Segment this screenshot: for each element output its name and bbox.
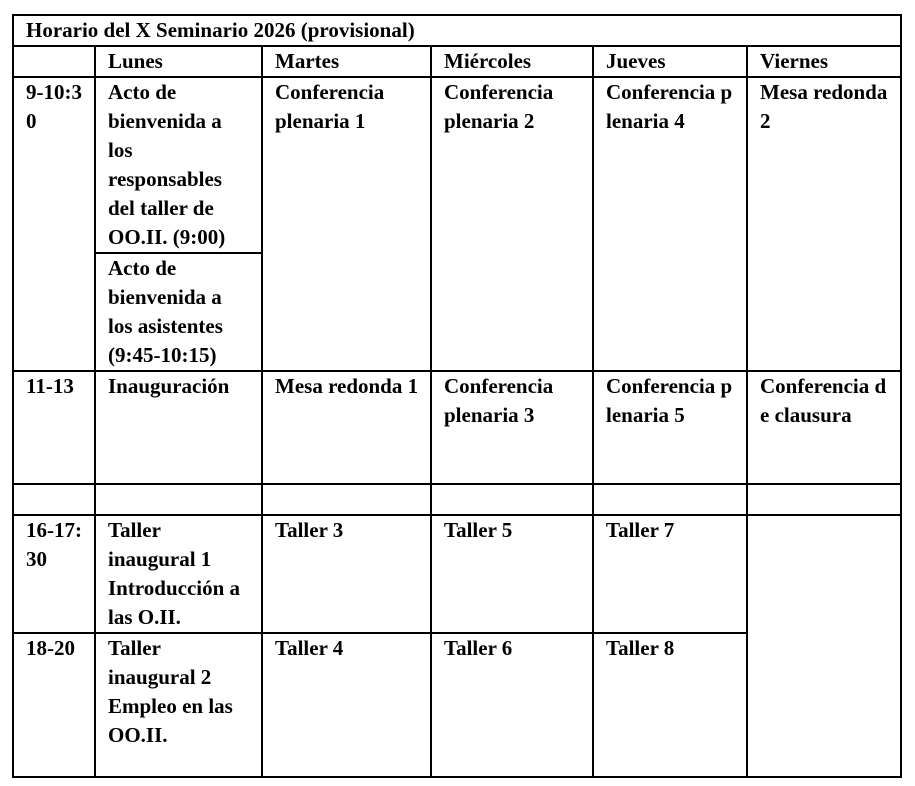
cell-miercoles-afternoon2: Taller 6	[431, 633, 593, 777]
schedule-row-break	[13, 484, 901, 515]
break-cell	[95, 484, 262, 515]
cell-lunes-morning1-b: Acto de bienvenida a los asistentes (9:45-10:15)	[95, 253, 262, 371]
time-slot-morning2: 11-13	[13, 371, 95, 484]
cell-jueves-morning2: Conferencia plenaria 5	[593, 371, 747, 484]
title-row	[13, 15, 901, 46]
break-cell	[747, 484, 901, 515]
schedule-row-afternoon1	[13, 515, 901, 633]
cell-martes-morning1: Conferencia plenaria 1	[262, 77, 431, 371]
cell-lunes-afternoon1: Taller inaugural 1 Introducción a las O.II.	[95, 515, 262, 633]
cell-jueves-morning1: Conferencia plenaria 4	[593, 77, 747, 371]
cell-miercoles-afternoon1: Taller 5	[431, 515, 593, 633]
cell-miercoles-morning1: Conferencia plenaria 2	[431, 77, 593, 371]
table-title: Horario del X Seminario 2026 (provisional)	[13, 15, 901, 46]
header-day-viernes: Viernes	[747, 46, 901, 77]
cell-jueves-afternoon2: Taller 8	[593, 633, 747, 777]
break-cell	[593, 484, 747, 515]
time-slot-afternoon1: 16-17:30	[13, 515, 95, 633]
header-day-miercoles: Miércoles	[431, 46, 593, 77]
time-slot-afternoon2: 18-20	[13, 633, 95, 777]
break-cell	[431, 484, 593, 515]
cell-viernes-afternoon	[747, 515, 901, 777]
header-time-cell	[13, 46, 95, 77]
header-day-lunes: Lunes	[95, 46, 262, 77]
cell-miercoles-morning2: Conferencia plenaria 3	[431, 371, 593, 484]
cell-lunes-morning2: Inauguración	[95, 371, 262, 484]
cell-martes-afternoon1: Taller 3	[262, 515, 431, 633]
cell-lunes-afternoon2: Taller inaugural 2 Empleo en las OO.II.	[95, 633, 262, 777]
cell-lunes-morning1-a: Acto de bienvenida a los responsables del taller de OO.II. (9:00)	[95, 77, 262, 253]
schedule-table	[12, 14, 902, 778]
schedule-row-morning2	[13, 371, 901, 484]
time-slot-morning1: 9-10:30	[13, 77, 95, 371]
cell-viernes-morning1: Mesa redonda 2	[747, 77, 901, 371]
header-row	[13, 46, 901, 77]
header-day-jueves: Jueves	[593, 46, 747, 77]
schedule-row-morning1	[13, 77, 901, 253]
cell-martes-afternoon2: Taller 4	[262, 633, 431, 777]
cell-jueves-afternoon1: Taller 7	[593, 515, 747, 633]
break-cell	[262, 484, 431, 515]
break-cell	[13, 484, 95, 515]
cell-viernes-morning2: Conferencia de clausura	[747, 371, 901, 484]
header-day-martes: Martes	[262, 46, 431, 77]
cell-martes-morning2: Mesa redonda 1	[262, 371, 431, 484]
